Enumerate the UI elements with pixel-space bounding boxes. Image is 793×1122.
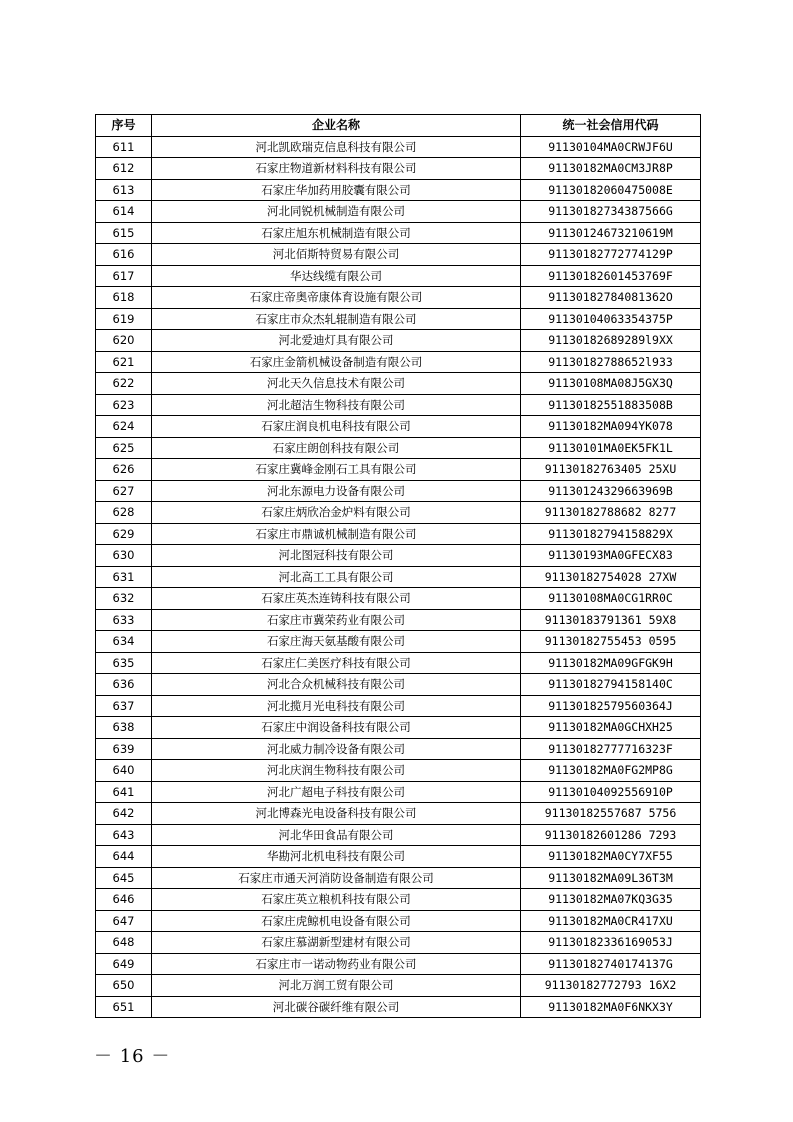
cell-credit-code: 91130108MA0CG1RR0C: [521, 588, 701, 610]
cell-serial-number: 627: [96, 480, 152, 502]
cell-serial-number: 629: [96, 523, 152, 545]
cell-credit-code: 91130182601286 7293: [521, 824, 701, 846]
cell-serial-number: 614: [96, 201, 152, 223]
cell-enterprise-name: 河北合众机械科技有限公司: [152, 674, 521, 696]
cell-enterprise-name: 石家庄市冀荣药业有限公司: [152, 609, 521, 631]
table-row: [96, 502, 701, 524]
cell-enterprise-name: 华勘河北机电科技有限公司: [152, 846, 521, 868]
cell-credit-code: 91130182689289l9XX: [521, 330, 701, 352]
cell-enterprise-name: 石家庄帝奥帝康体育设施有限公司: [152, 287, 521, 309]
cell-enterprise-name: 石家庄物道新材料科技有限公司: [152, 158, 521, 180]
cell-credit-code: 91130182763405 25XU: [521, 459, 701, 481]
cell-enterprise-name: 河北凯欧瑞克信息科技有限公司: [152, 136, 521, 158]
cell-serial-number: 638: [96, 717, 152, 739]
cell-enterprise-name: 石家庄市鼎诚机械制造有限公司: [152, 523, 521, 545]
cell-enterprise-name: 河北超洁生物科技有限公司: [152, 394, 521, 416]
table-row: [96, 910, 701, 932]
cell-serial-number: 621: [96, 351, 152, 373]
cell-credit-code: 91130182557687 5756: [521, 803, 701, 825]
table-row: [96, 394, 701, 416]
cell-serial-number: 636: [96, 674, 152, 696]
table-row: [96, 695, 701, 717]
table-row: [96, 738, 701, 760]
table-row: [96, 416, 701, 438]
table-body: [96, 136, 701, 1018]
page-number: － 16 －: [94, 1046, 171, 1067]
table-row: [96, 760, 701, 782]
table-row: [96, 566, 701, 588]
table-row: [96, 459, 701, 481]
cell-enterprise-name: 石家庄慕湖新型建材有限公司: [152, 932, 521, 954]
cell-enterprise-name: 石家庄润良机电科技有限公司: [152, 416, 521, 438]
cell-credit-code: 91130182740174137G: [521, 953, 701, 975]
cell-serial-number: 642: [96, 803, 152, 825]
cell-enterprise-name: 石家庄旭东机械制造有限公司: [152, 222, 521, 244]
header-enterprise-name: 企业名称: [152, 115, 521, 137]
cell-serial-number: 622: [96, 373, 152, 395]
cell-serial-number: 619: [96, 308, 152, 330]
cell-serial-number: 643: [96, 824, 152, 846]
cell-enterprise-name: 石家庄冀峰金刚石工具有限公司: [152, 459, 521, 481]
cell-serial-number: 641: [96, 781, 152, 803]
table-row: [96, 158, 701, 180]
cell-serial-number: 635: [96, 652, 152, 674]
cell-serial-number: 613: [96, 179, 152, 201]
cell-enterprise-name: 河北天久信息技术有限公司: [152, 373, 521, 395]
cell-enterprise-name: 石家庄市众杰轧辊制造有限公司: [152, 308, 521, 330]
cell-serial-number: 623: [96, 394, 152, 416]
cell-credit-code: 91130182MA0GCHXH25: [521, 717, 701, 739]
cell-enterprise-name: 石家庄虎鲸机电设备有限公司: [152, 910, 521, 932]
table-row: [96, 674, 701, 696]
cell-serial-number: 625: [96, 437, 152, 459]
cell-serial-number: 639: [96, 738, 152, 760]
header-serial-number: 序号: [96, 115, 152, 137]
cell-serial-number: 630: [96, 545, 152, 567]
cell-credit-code: 91130108MA08J5GX3Q: [521, 373, 701, 395]
cell-credit-code: 91130182755453 0595: [521, 631, 701, 653]
cell-credit-code: 91130124673210619M: [521, 222, 701, 244]
cell-credit-code: 91130182794158140C: [521, 674, 701, 696]
cell-credit-code: 91130182336169053J: [521, 932, 701, 954]
cell-credit-code: 91130182788652l933: [521, 351, 701, 373]
cell-credit-code: 91130104MA0CRWJF6U: [521, 136, 701, 158]
cell-serial-number: 633: [96, 609, 152, 631]
table-row: [96, 975, 701, 997]
cell-serial-number: 626: [96, 459, 152, 481]
cell-credit-code: 91130182794158829X: [521, 523, 701, 545]
cell-serial-number: 650: [96, 975, 152, 997]
cell-credit-code: 91130101MA0EK5FK1L: [521, 437, 701, 459]
table-row: [96, 222, 701, 244]
table-row: [96, 265, 701, 287]
cell-enterprise-name: 河北揽月光电科技有限公司: [152, 695, 521, 717]
cell-credit-code: 91130104092556910P: [521, 781, 701, 803]
cell-enterprise-name: 河北图冠科技有限公司: [152, 545, 521, 567]
cell-credit-code: 91130182772774129P: [521, 244, 701, 266]
table-row: [96, 136, 701, 158]
cell-enterprise-name: 河北同锐机械制造有限公司: [152, 201, 521, 223]
table-row: [96, 373, 701, 395]
header-credit-code: 统一社会信用代码: [521, 115, 701, 137]
cell-credit-code: 91130182551883508B: [521, 394, 701, 416]
cell-credit-code: 91130182MA09GFGK9H: [521, 652, 701, 674]
cell-enterprise-name: 河北万润工贸有限公司: [152, 975, 521, 997]
cell-credit-code: 91130182754028 27XW: [521, 566, 701, 588]
cell-credit-code: 91130182777716323F: [521, 738, 701, 760]
table-row: [96, 889, 701, 911]
cell-enterprise-name: 河北广超电子科技有限公司: [152, 781, 521, 803]
cell-enterprise-name: 石家庄市一诺动物药业有限公司: [152, 953, 521, 975]
cell-serial-number: 617: [96, 265, 152, 287]
cell-enterprise-name: 石家庄海天氨基酸有限公司: [152, 631, 521, 653]
cell-credit-code: 91130182734387566G: [521, 201, 701, 223]
cell-serial-number: 645: [96, 867, 152, 889]
table-row: [96, 932, 701, 954]
table-row: [96, 953, 701, 975]
table-row: [96, 351, 701, 373]
cell-serial-number: 620: [96, 330, 152, 352]
table-row: [96, 287, 701, 309]
cell-credit-code: 91130182MA07KQ3G35: [521, 889, 701, 911]
cell-serial-number: 611: [96, 136, 152, 158]
table-row: [96, 824, 701, 846]
table-row: [96, 803, 701, 825]
cell-serial-number: 640: [96, 760, 152, 782]
cell-serial-number: 624: [96, 416, 152, 438]
table-row: [96, 652, 701, 674]
cell-credit-code: 91130182772793 16X2: [521, 975, 701, 997]
cell-serial-number: 631: [96, 566, 152, 588]
cell-enterprise-name: 石家庄市通天河消防设备制造有限公司: [152, 867, 521, 889]
cell-enterprise-name: 石家庄金箭机械设备制造有限公司: [152, 351, 521, 373]
cell-serial-number: 615: [96, 222, 152, 244]
cell-enterprise-name: 河北庆润生物科技有限公司: [152, 760, 521, 782]
table-row: [96, 480, 701, 502]
cell-credit-code: 91130182060475008E: [521, 179, 701, 201]
table-row: [96, 588, 701, 610]
cell-enterprise-name: 河北高工工具有限公司: [152, 566, 521, 588]
cell-serial-number: 644: [96, 846, 152, 868]
cell-credit-code: 91130182MA0CM3JR8P: [521, 158, 701, 180]
cell-enterprise-name: 石家庄仁美医疗科技有限公司: [152, 652, 521, 674]
cell-serial-number: 646: [96, 889, 152, 911]
table-row: [96, 201, 701, 223]
cell-credit-code: 91130182MA09L36T3M: [521, 867, 701, 889]
cell-credit-code: 91130182MA0FG2MP8G: [521, 760, 701, 782]
cell-enterprise-name: 石家庄朗创科技有限公司: [152, 437, 521, 459]
cell-serial-number: 648: [96, 932, 152, 954]
cell-serial-number: 616: [96, 244, 152, 266]
cell-enterprise-name: 河北碳谷碳纤维有限公司: [152, 996, 521, 1018]
table-row: [96, 717, 701, 739]
table-row: [96, 523, 701, 545]
cell-enterprise-name: 石家庄英杰连铸科技有限公司: [152, 588, 521, 610]
cell-credit-code: 91130182601453769F: [521, 265, 701, 287]
cell-serial-number: 651: [96, 996, 152, 1018]
cell-enterprise-name: 石家庄华加药用胶囊有限公司: [152, 179, 521, 201]
cell-enterprise-name: 河北华田食品有限公司: [152, 824, 521, 846]
enterprise-table: [95, 114, 701, 1018]
cell-serial-number: 647: [96, 910, 152, 932]
cell-serial-number: 649: [96, 953, 152, 975]
cell-enterprise-name: 石家庄英立粮机科技有限公司: [152, 889, 521, 911]
cell-credit-code: 91130182784081362O: [521, 287, 701, 309]
cell-credit-code: 91130182579560364J: [521, 695, 701, 717]
cell-credit-code: 91130182MA0CY7XF55: [521, 846, 701, 868]
cell-credit-code: 91130183791361 59X8: [521, 609, 701, 631]
cell-serial-number: 618: [96, 287, 152, 309]
cell-enterprise-name: 石家庄中润设备科技有限公司: [152, 717, 521, 739]
cell-enterprise-name: 河北威力制冷设备有限公司: [152, 738, 521, 760]
table-row: [96, 545, 701, 567]
cell-credit-code: 91130124329663969B: [521, 480, 701, 502]
table-row: [96, 308, 701, 330]
table-row: [96, 867, 701, 889]
cell-serial-number: 628: [96, 502, 152, 524]
cell-enterprise-name: 石家庄炳欣冶金炉料有限公司: [152, 502, 521, 524]
cell-credit-code: 91130182788682 8277: [521, 502, 701, 524]
cell-enterprise-name: 河北佰斯特贸易有限公司: [152, 244, 521, 266]
cell-enterprise-name: 华达线缆有限公司: [152, 265, 521, 287]
cell-credit-code: 91130182MA094YK078: [521, 416, 701, 438]
cell-credit-code: 91130104063354375P: [521, 308, 701, 330]
cell-credit-code: 91130182MA0CR417XU: [521, 910, 701, 932]
table-row: [96, 996, 701, 1018]
table-row: [96, 609, 701, 631]
table-row: [96, 631, 701, 653]
cell-credit-code: 91130182MA0F6NKX3Y: [521, 996, 701, 1018]
cell-serial-number: 612: [96, 158, 152, 180]
table-row: [96, 179, 701, 201]
table-row: [96, 244, 701, 266]
cell-serial-number: 634: [96, 631, 152, 653]
table-header-row: [96, 115, 701, 137]
table-row: [96, 330, 701, 352]
table-row: [96, 846, 701, 868]
cell-enterprise-name: 河北博森光电设备科技有限公司: [152, 803, 521, 825]
cell-enterprise-name: 河北东源电力设备有限公司: [152, 480, 521, 502]
table-row: [96, 781, 701, 803]
cell-serial-number: 632: [96, 588, 152, 610]
table-row: [96, 437, 701, 459]
cell-serial-number: 637: [96, 695, 152, 717]
cell-enterprise-name: 河北爱迪灯具有限公司: [152, 330, 521, 352]
cell-credit-code: 91130193MA0GFECX83: [521, 545, 701, 567]
